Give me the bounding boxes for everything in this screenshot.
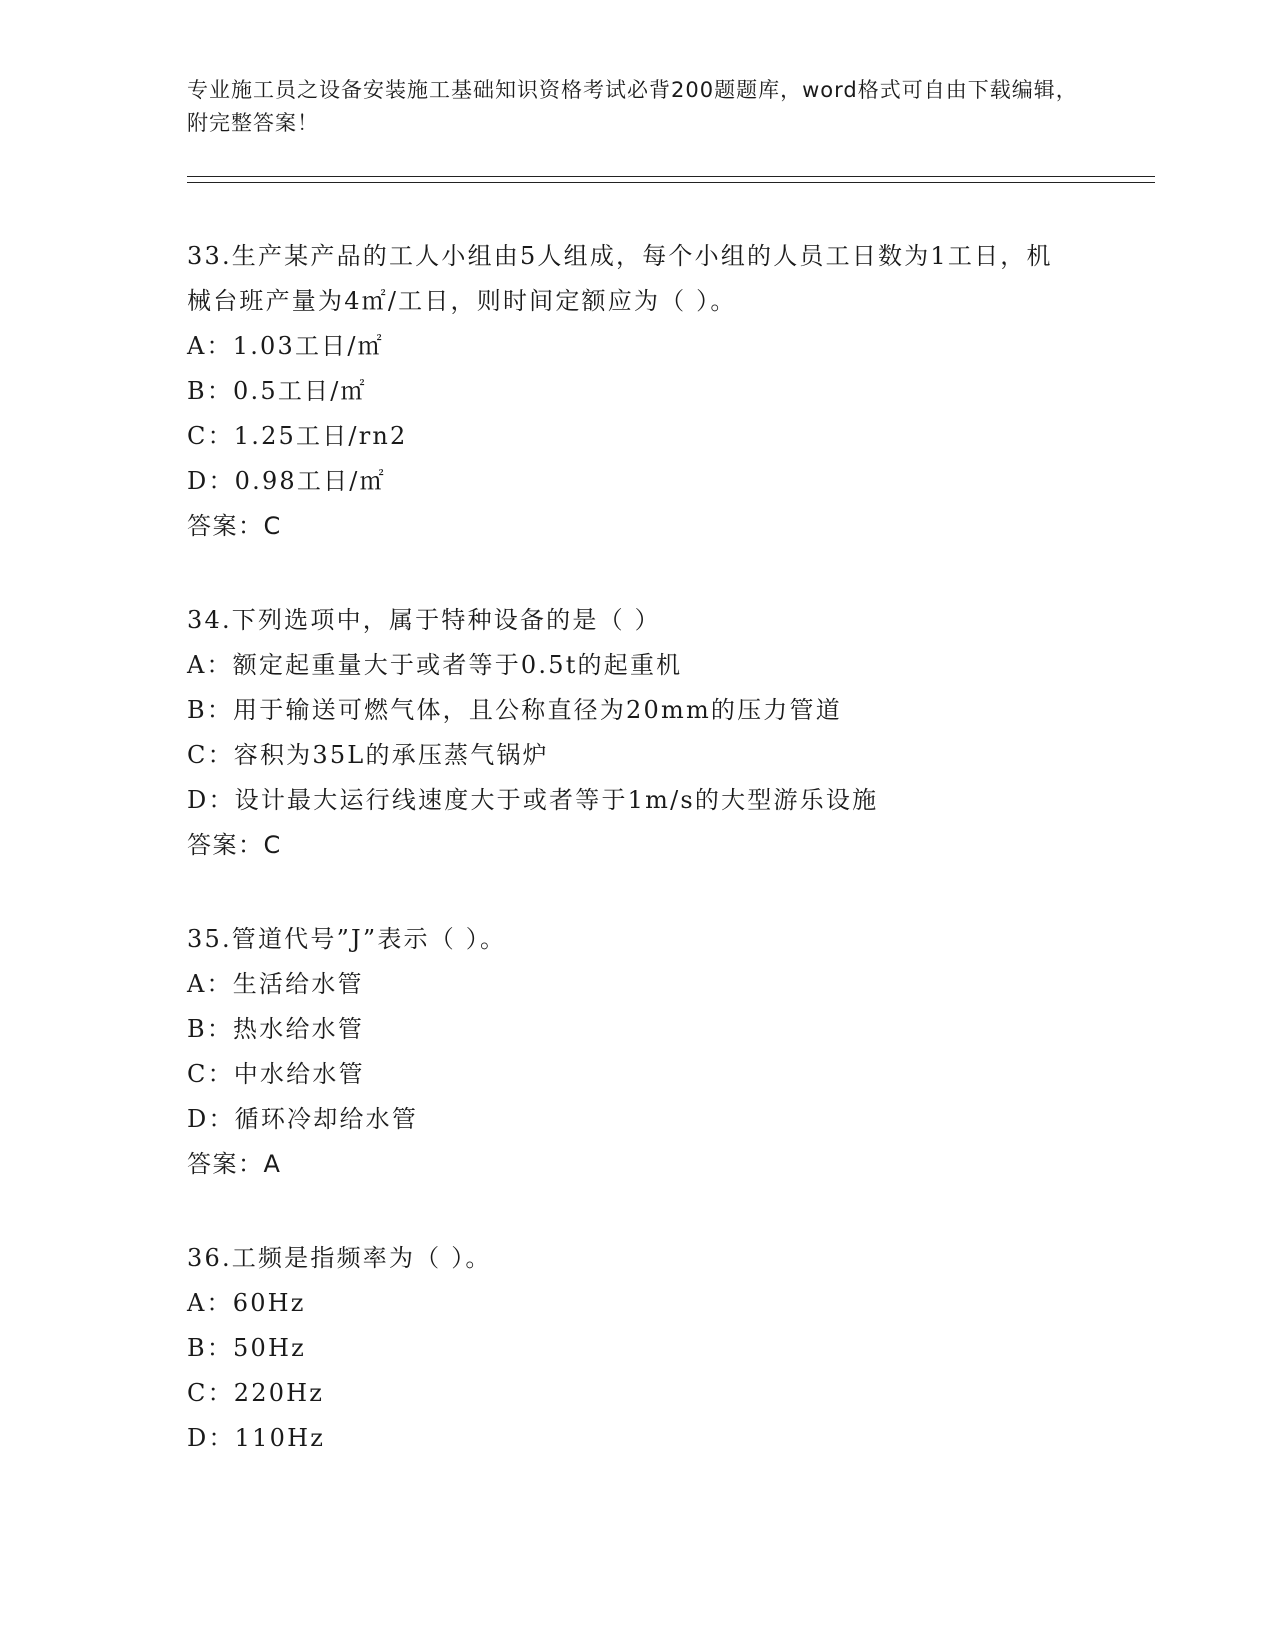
option-text: 1.03工日/㎡ — [232, 332, 384, 360]
option-letter: C： — [187, 1379, 234, 1407]
option-letter: B： — [187, 696, 234, 724]
header-rule-bottom — [187, 182, 1155, 183]
option-d — [187, 459, 1087, 504]
option-letter: A： — [187, 332, 233, 360]
option-text: 循环冷却给水管 — [234, 1105, 419, 1133]
option-letter: D： — [187, 786, 235, 814]
question-stem: 33.生产某产品的工人小组由5人组成，每个小组的人员工日数为1工日，机械台班产量为4㎡/工日，则时间定额应为（ ）。 — [187, 242, 1053, 315]
option-text: 热水给水管 — [233, 1015, 365, 1043]
option-a — [187, 1281, 1087, 1326]
question-36 — [187, 1236, 1087, 1461]
option-c — [187, 414, 1087, 459]
option-text: 0.98工日/㎡ — [234, 467, 386, 495]
question-stem: 35.管道代号”J”表示（ ）。 — [187, 925, 507, 953]
option-d — [187, 1416, 1087, 1461]
answer-line: 答案：A — [187, 1150, 282, 1178]
header-rule-top — [187, 176, 1155, 177]
option-letter: D： — [187, 467, 235, 495]
option-text: 220Hz — [233, 1379, 325, 1407]
option-text: 60Hz — [232, 1289, 306, 1317]
document-header: 专业施工员之设备安装施工基础知识资格考试必背200题题库，word格式可自由下载编辑，附完整答案！ — [187, 78, 1078, 135]
option-letter: B： — [187, 377, 234, 405]
option-b — [187, 369, 1087, 414]
option-c — [187, 733, 1087, 778]
option-letter: C： — [187, 1060, 234, 1088]
option-letter: D： — [187, 1424, 235, 1452]
option-c — [187, 1052, 1087, 1097]
option-a — [187, 324, 1087, 369]
answer-line: 答案：C — [187, 512, 282, 540]
option-d — [187, 1097, 1087, 1142]
option-letter: A： — [187, 651, 233, 679]
option-letter: A： — [187, 970, 233, 998]
option-text: 0.5工日/㎡ — [233, 377, 367, 405]
option-c — [187, 1371, 1087, 1416]
question-33 — [187, 234, 1087, 549]
answer-line: 答案：C — [187, 831, 282, 859]
option-text: 生活给水管 — [232, 970, 364, 998]
option-a — [187, 962, 1087, 1007]
option-text: 50Hz — [233, 1334, 306, 1362]
option-text: 110Hz — [234, 1424, 326, 1452]
option-a — [187, 643, 1087, 688]
option-text: 额定起重量大于或者等于0.5t的起重机 — [232, 651, 683, 679]
option-text: 中水给水管 — [233, 1060, 365, 1088]
question-34 — [187, 598, 1087, 868]
option-letter: C： — [187, 741, 234, 769]
option-b — [187, 1007, 1087, 1052]
question-stem: 34.下列选项中，属于特种设备的是（ ） — [187, 606, 661, 634]
option-letter: C： — [187, 422, 234, 450]
option-letter: D： — [187, 1105, 235, 1133]
question-stem: 36.工频是指频率为（ ）。 — [187, 1244, 492, 1272]
option-letter: B： — [187, 1334, 234, 1362]
option-d — [187, 778, 1087, 823]
option-letter: A： — [187, 1289, 233, 1317]
option-text: 1.25工日/rn2 — [233, 422, 408, 450]
option-b — [187, 688, 1087, 733]
option-text: 容积为35L的承压蒸气锅炉 — [233, 741, 549, 769]
question-35 — [187, 917, 1087, 1187]
option-b — [187, 1326, 1087, 1371]
option-text: 用于输送可燃气体，且公称直径为20mm的压力管道 — [233, 696, 842, 724]
option-letter: B： — [187, 1015, 234, 1043]
option-text: 设计最大运行线速度大于或者等于1m/s的大型游乐设施 — [234, 786, 879, 814]
